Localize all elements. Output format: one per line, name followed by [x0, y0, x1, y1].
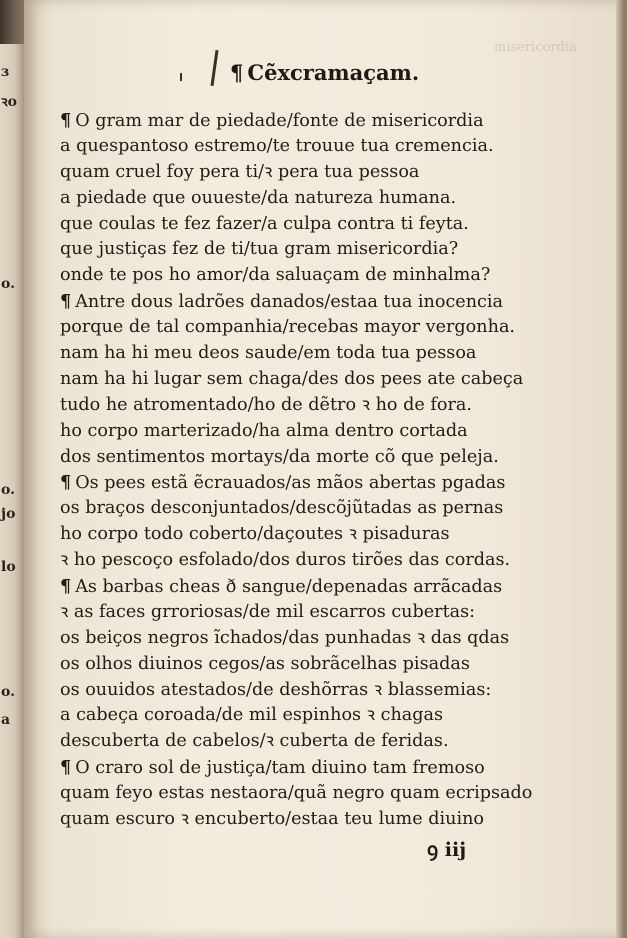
- text-line: ¶ Os pees estã ẽcrauados/as mãos abertas pgadas: [60, 472, 506, 494]
- bleed-through-text: misericordia: [494, 40, 577, 55]
- ink-stroke: [211, 50, 219, 86]
- text-line: ꝛ ho pescoço esfolado/dos duros tirões das cordas.: [60, 550, 511, 571]
- text-line: ho corpo todo coberto/daçoutes ꝛ pisaduras: [60, 524, 450, 545]
- previous-page-fragment: o.: [1, 482, 15, 498]
- paragraph-mark-icon: ¶: [60, 291, 72, 313]
- header-title: Cẽxcramaçam.: [247, 60, 420, 85]
- text-line: quam feyo estas nestaora/quã negro quam ecripsado: [60, 783, 533, 804]
- text-line: nam ha hi lugar sem chaga/des dos pees ate cabeça: [60, 368, 524, 389]
- page-header: [230, 60, 419, 85]
- text-line: a quespantoso estremo/te trouue tua cremencia.: [60, 135, 494, 156]
- text-line: que coulas te fez fazer/a culpa contra ti feyta.: [60, 213, 469, 234]
- text-line: os beiços negros ĩchados/das punhadas ꝛ das qdas: [60, 627, 510, 648]
- paragraph-mark-icon: ¶: [60, 576, 72, 598]
- previous-page-fragment: a: [1, 712, 11, 728]
- text-line: porque de tal companhia/recebas mayor vergonha.: [60, 317, 516, 338]
- text-line: que justiças fez de ti/tua gram misericordia?: [60, 239, 459, 260]
- paragraph-mark-icon: ¶: [230, 60, 244, 85]
- text-line: quam cruel foy pera ti/ꝛ pera tua pessoa: [60, 161, 420, 182]
- text-line: dos sentimentos mortays/da morte cõ que peleja.: [60, 446, 499, 467]
- text-line: os ouuidos atestados/de deshõrras ꝛ blassemias:: [60, 679, 492, 700]
- text-line: a piedade que ouueste/da natureza humana.: [60, 187, 457, 208]
- text-line: nam ha hi meu deos saude/em toda tua pessoa: [60, 343, 477, 364]
- text-line: a cabeça coroada/de mil espinhos ꝛ chagas: [60, 705, 444, 726]
- previous-page-edge: [0, 44, 24, 938]
- text-line: ¶ O craro sol de justiça/tam diuino tam fremoso: [60, 757, 485, 779]
- previous-page-fragment: jo: [1, 506, 16, 522]
- signature-mark: ꝯ iij: [427, 839, 467, 861]
- previous-page-fragment: o.: [1, 276, 15, 292]
- paragraph-mark-icon: ¶: [60, 472, 72, 494]
- previous-page-fragment: ꝛo: [1, 94, 17, 110]
- text-line: ho corpo marterizado/ha alma dentro cortada: [60, 420, 468, 441]
- text-line: ꝛ as faces grroriosas/de mil escarros cubertas:: [60, 601, 476, 622]
- text-line: os olhos diuinos cegos/as sobrãcelhas pisadas: [60, 653, 470, 674]
- page-edge: [616, 0, 624, 938]
- paragraph-mark-icon: ¶: [60, 757, 72, 779]
- book-page: [24, 0, 624, 938]
- text-line: ¶ As barbas cheas ð sangue/depenadas arrãcadas: [60, 576, 503, 598]
- text-line: tudo he atromentado/ho de dẽtro ꝛ ho de fora.: [60, 394, 472, 415]
- header-mark: [180, 73, 182, 81]
- text-line: descuberta de cabelos/ꝛ cuberta de feridas.: [60, 731, 449, 752]
- text-line: onde te pos ho amor/da saluaçam de minhalma?: [60, 265, 491, 286]
- text-line: ¶ Antre dous ladrões danados/estaa tua inocencia: [60, 291, 504, 313]
- text-line: os braços desconjuntados/descõjũtadas as pernas: [60, 498, 504, 519]
- previous-page-fragment: lo: [1, 559, 16, 575]
- previous-page-fragment: o.: [1, 684, 15, 700]
- verse-text: [60, 108, 580, 833]
- paragraph-mark-icon: ¶: [60, 110, 72, 131]
- text-line: quam escuro ꝛ encuberto/estaa teu lume diuino: [60, 809, 485, 830]
- previous-page-fragment: ɜ: [1, 64, 9, 80]
- text-line: ¶ O gram mar de piedade/fonte de misericordia: [60, 110, 484, 131]
